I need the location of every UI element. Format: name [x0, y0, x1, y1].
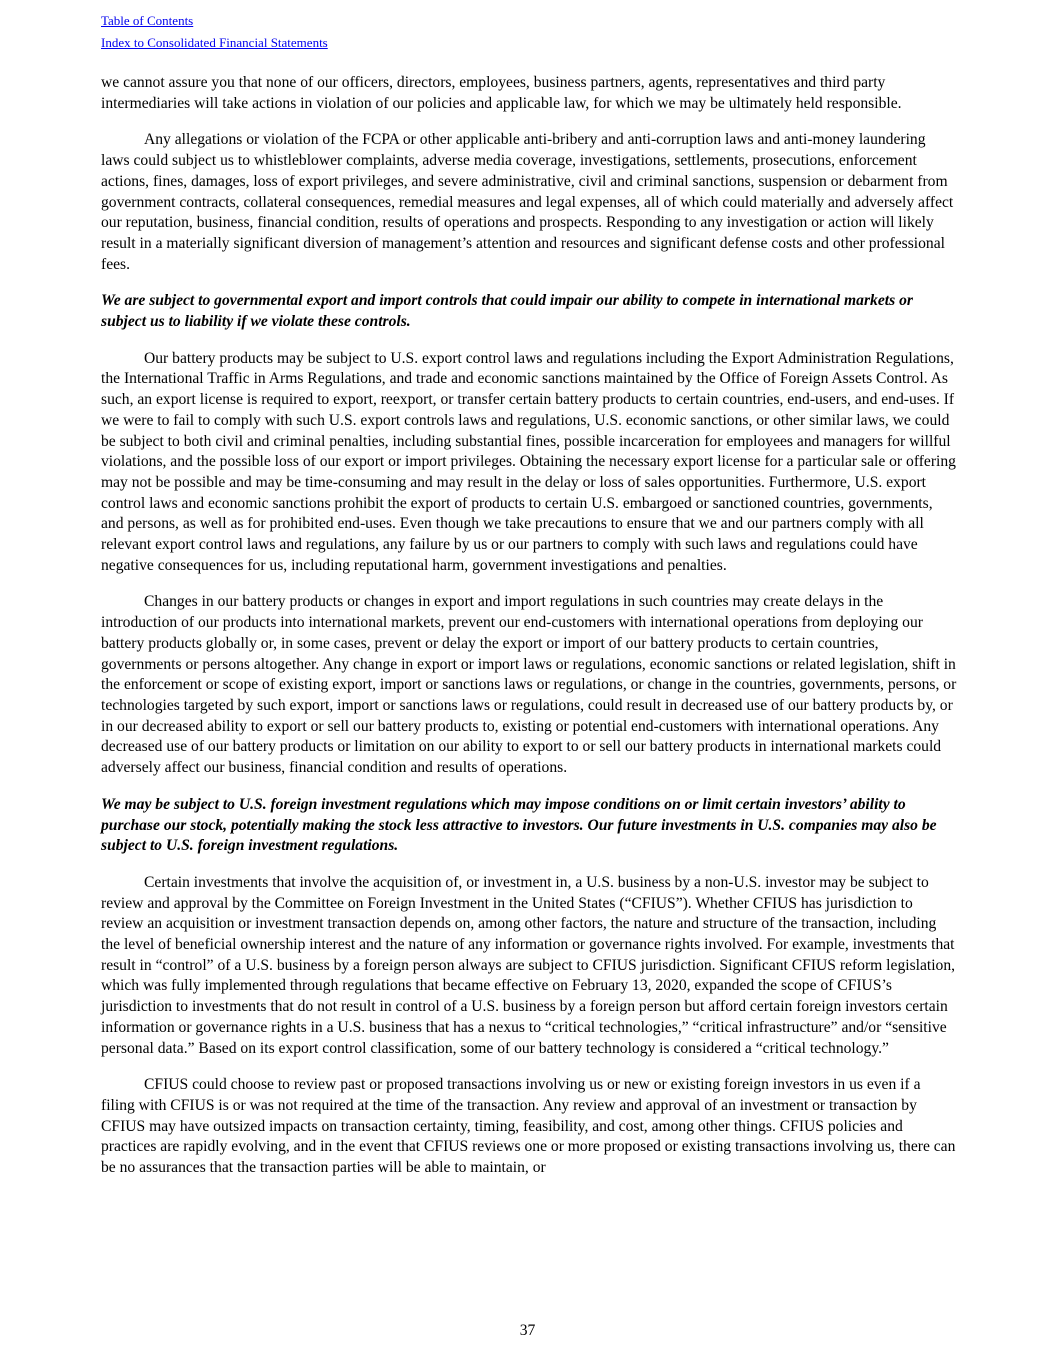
- heading-export-import-controls: We are subject to governmental export and import controls that could impair our ability to compete in international markets or subject us to liability if we violate these controls.: [101, 292, 913, 331]
- paragraph-fcpa-allegations: Any allegations or violation of the FCPA or other applicable anti-bribery and anti-corruption laws and anti-money laundering laws could subject us to whistleblower complaints, adverse media coverage, investigations, settlements, prosecutions, enforcement actions, fines, damages, loss of export privileges, and severe administrative, civil and criminal sanctions, suspension or debarment from government contracts, collateral consequences, remedial measures and legal expenses, all of which could materially and adversely affect our reputation, business, financial condition, results of operations and prospects. Responding to any investigation or action will likely result in a materially significant diversion of management’s attention and resources and significant defense costs and other professional fees.: [101, 131, 954, 273]
- paragraph-cfius-transactions: CFIUS could choose to review past or proposed transactions involving us or new or existing foreign investors in us even if a filing with CFIUS is or was not required at the time of the transaction. Any review and approval of an investment or transaction by CFIUS may have outsized impacts on transaction certainty, timing, feasibility, and cost, among other things. CFIUS policies and practices are rapidly evolving, and in the event that CFIUS reviews one or more proposed or existing transactions involving us, there can be no assurances that the transaction parties will be able to maintain, or: [101, 1076, 956, 1177]
- table-of-contents-link[interactable]: Table of Contents: [101, 13, 194, 28]
- document-body: [101, 73, 957, 1195]
- page-number: 37: [519, 1322, 536, 1339]
- paragraph-regulation-changes: Changes in our battery products or changes in export and import regulations in such countries may create delays in the introduction of our products into international markets, prevent our end-customers with international operations from deploying our battery products globally or, in some cases, prevent or delay the export or import of our battery products to certain countries, governments or persons altogether. Any change in export or import laws or regulations, economic sanctions or related legislation, shift in the enforcement or scope of existing export, import or sanctions laws or regulations, or change in the countries, governments, persons, or technologies targeted by such export, import or sanctions laws or regulations, could result in decreased use of our battery products by, or in our decreased ability to export or sell our battery products to, existing or potential end-customers with international operations. Any decreased use of our battery products or limitation on our ability to export to or sell our battery products in international markets could adversely affect our business, financial condition and results of operations.: [101, 593, 957, 777]
- top-navigation: [101, 10, 328, 54]
- paragraph-continuation: we cannot assure you that none of our officers, directors, employees, business partners, agents, representatives and third party intermediaries will take actions in violation of our policies and applicable law, for which we may be ultimately held responsible.: [101, 74, 902, 112]
- paragraph-export-control-laws: Our battery products may be subject to U.S. export control laws and regulations including the Export Administration Regulations, the International Traffic in Arms Regulations, and trade and economic sanctions maintained by the Office of Foreign Assets Control. As such, an export license is required to export, reexport, or transfer certain battery products to certain countries, end-users, and end-uses. If we were to fail to comply with such U.S. export controls laws and regulations, U.S. economic sanctions, or other similar laws, we could be subject to both civil and criminal penalties, including substantial fines, possible incarceration for employees and managers for willful violations, and the possible loss of our export or import privileges. Obtaining the necessary export license for a particular sale or offering may not be possible and may be time-consuming and may result in the delay or loss of sales opportunities. Furthermore, U.S. export control laws and economic sanctions prohibit the export of products to certain U.S. embargoed or sanctioned countries, governments, and persons, as well as for prohibited end-uses. Even though we take precautions to ensure that we and our partners comply with all relevant export control laws and regulations, any failure by us or our partners to comply with such laws and regulations could have negative consequences for us, including reputational harm, government investigations and penalties.: [101, 349, 956, 574]
- index-financial-statements-link[interactable]: Index to Consolidated Financial Statements: [101, 35, 328, 50]
- heading-foreign-investment: We may be subject to U.S. foreign investment regulations which may impose conditions on or limit certain investors’ ability to purchase our stock, potentially making the stock less attractive to investors. Our future investments in U.S. companies may also be subject to U.S. foreign investment regulations.: [101, 795, 937, 855]
- paragraph-cfius-review: Certain investments that involve the acquisition of, or investment in, a U.S. business by a non-U.S. investor may be subject to review and approval by the Committee on Foreign Investment in the United States (“CFIUS”). Whether CFIUS has jurisdiction to review an acquisition or investment transaction depends on, among other factors, the nature and structure of the transaction, including the level of beneficial ownership interest and the nature of any information or governance rights involved. For example, investments that result in “control” of a U.S. business by a foreign person always are subject to CFIUS jurisdiction. Significant CFIUS reform legislation, which was fully implemented through regulations that became effective on February 13, 2020, expanded the scope of CFIUS’s jurisdiction to investments that do not result in control of a U.S. business by a foreign person but afford certain foreign investors certain information or governance rights in a U.S. business that has a nexus to “critical technologies,” “critical infrastructure” and/or “sensitive personal data.” Based on its export control classification, some of our battery technology is considered a “critical technology.”: [101, 873, 956, 1057]
